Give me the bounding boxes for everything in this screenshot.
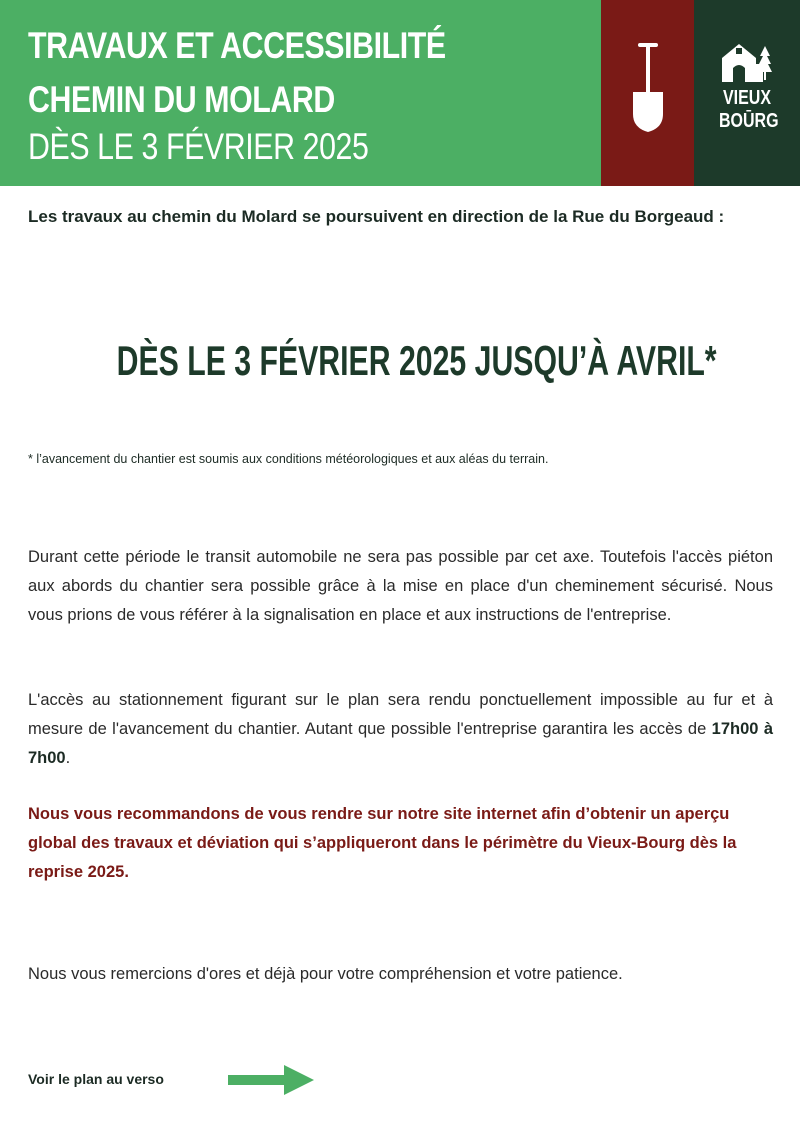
paragraph-parking [28,686,773,773]
footnote: * l’avancement du chantier est soumis aux conditions météorologiques et aux aléas du terrain. [28,452,549,466]
paragraph-parking-end: . [65,749,71,767]
header-banner [0,0,800,186]
header-title-line2: CHEMIN DU MOLARD [28,79,335,120]
house-icon [719,38,775,83]
shovel-icon [627,40,669,135]
headline [0,337,800,384]
logo-text-line1: VIEUX [722,87,772,109]
headline-text: DÈS LE 3 FÉVRIER 2025 JUSQU’À AVRIL* [116,337,717,384]
header-title-line1: TRAVAUX ET ACCESSIBILITÉ [28,25,446,66]
intro-text: Les travaux au chemin du Molard se poursuivent en direction de la Rue du Borgeaud : [28,207,725,226]
logo-text-line2: BOŪRG [719,110,779,132]
arrow-right-icon[interactable] [228,1064,316,1096]
paragraph-parking-text: L'accès au stationnement figurant sur le plan sera rendu ponctuellement impossible au fur et à mesure de l'avancement du chantier. Autant que possible l'entreprise garantira les accès de [28,691,773,738]
see-plan-link[interactable]: Voir le plan au verso [28,1071,164,1087]
header-shovel-panel [601,0,694,186]
paragraph-thanks: Nous vous remercions d'ores et déjà pour votre compréhension et votre patience. [28,965,623,983]
header-title-line3: DÈS LE 3 FÉVRIER 2025 [28,126,369,167]
access-hours: 17h00 à 7h00 [28,720,773,767]
paragraph-traffic: Durant cette période le transit automobile ne sera pas possible par cet axe. Toutefois l'accès piéton aux abords du chantier sera possible grâce à la mise en place d'un cheminement sécurisé. Nous vous prions de vous référer à la signalisation en place et aux instructions de l'entreprise. [28,548,773,624]
paragraph-website: Nous vous recommandons de vous rendre sur notre site internet afin d’obtenir un aperçu global des travaux et déviation qui s’appliqueront dans le périmètre du Vieux-Bourg dès la reprise 2025. [28,805,737,881]
